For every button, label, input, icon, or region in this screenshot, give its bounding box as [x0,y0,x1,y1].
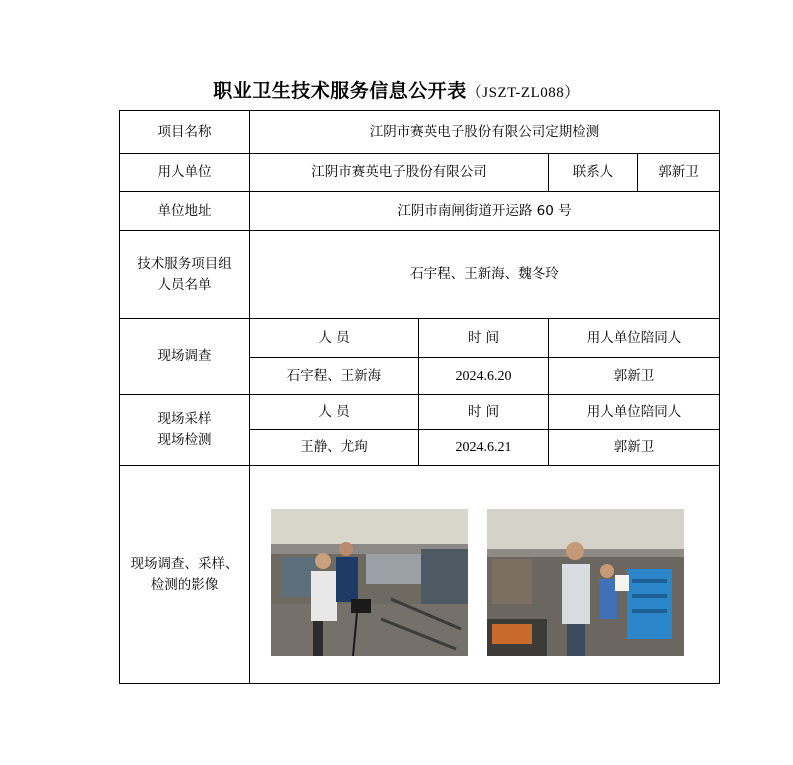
survey-time: 2024.6.20 [419,358,549,395]
contact-label: 联系人 [549,154,638,192]
survey-header-escort: 用人单位陪同人 [549,319,720,358]
sampling-label-line2: 现场检测 [157,432,212,448]
contact-value: 郭新卫 [638,154,720,192]
project-value: 江阴市赛英电子股份有限公司定期检测 [250,111,720,154]
sampling-label-line1: 现场采样 [157,411,212,427]
title-code: （JSZT-ZL088） [466,85,580,101]
sampling-time: 2024.6.21 [419,430,549,466]
sampling-escort: 郭新卫 [549,430,720,466]
images-label-line2: 检测的影像 [150,576,219,593]
title-main: 职业卫生技术服务信息公开表 [213,80,467,102]
employer-label: 用人单位 [120,154,250,192]
info-table [119,110,720,684]
project-label: 项目名称 [120,111,250,154]
site-photo-1 [271,509,468,656]
survey-label: 现场调查 [120,319,250,395]
survey-escort: 郭新卫 [549,358,720,395]
address-label: 单位地址 [120,192,250,231]
team-label-line2: 人员名单 [157,276,212,293]
page-title [0,76,793,103]
team-label-line1: 技术服务项目组 [137,255,232,272]
images-label [120,466,250,684]
address-text: 江阴市南闸街道开运路 60 号 [397,202,572,219]
sampling-header-personnel: 人 员 [250,395,419,430]
sampling-label [120,395,250,466]
sampling-personnel: 王静、尤珣 [250,430,419,466]
employer-value: 江阴市赛英电子股份有限公司 [250,154,549,192]
site-photo-2 [487,509,684,656]
survey-header-time: 时 间 [419,319,549,358]
address-value [250,192,720,231]
images-label-line1: 现场调查、采样、 [130,555,239,572]
team-value: 石宇程、王新海、魏冬玲 [250,231,720,319]
sampling-header-time: 时 间 [419,395,549,430]
survey-header-personnel: 人 员 [250,319,419,358]
images-cell [250,466,720,684]
survey-personnel: 石宇程、王新海 [250,358,419,395]
sampling-header-escort: 用人单位陪同人 [549,395,720,430]
team-label [120,231,250,319]
